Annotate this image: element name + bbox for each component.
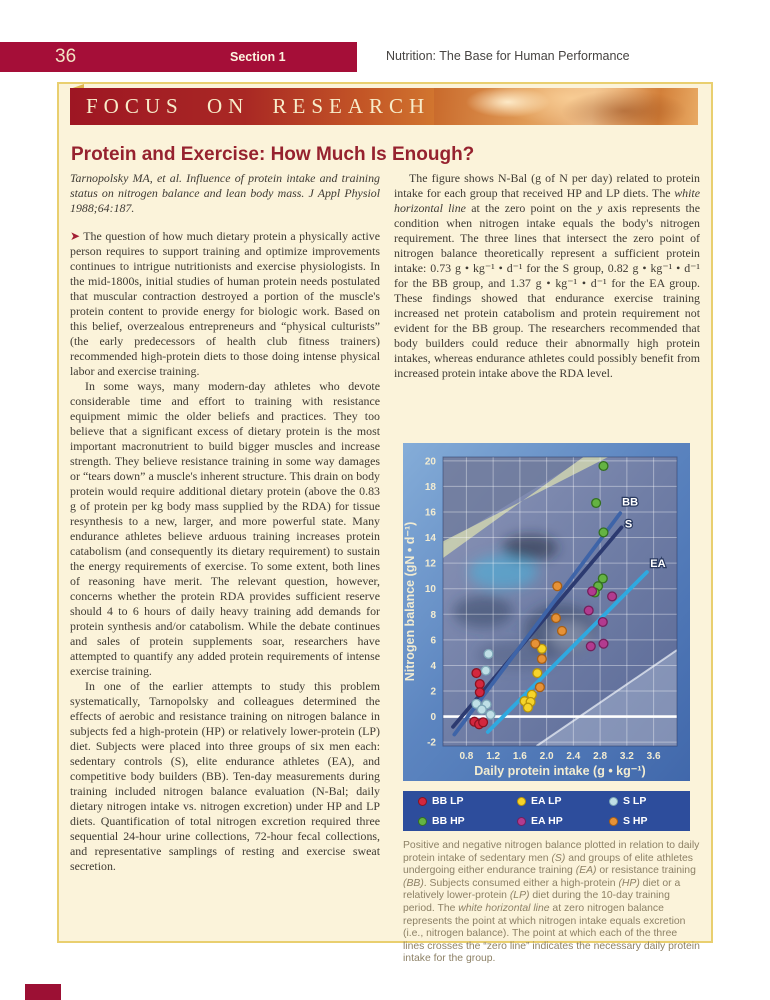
legend-item	[418, 815, 517, 827]
legend-label: EA LP	[531, 795, 562, 807]
right-column	[394, 171, 700, 381]
italic-segment: white horizontal line	[394, 186, 700, 215]
svg-text:2.0: 2.0	[539, 751, 554, 762]
svg-text:1.2: 1.2	[486, 751, 501, 762]
italic-segment: y	[597, 201, 603, 215]
text-segment: The figure shows N-Bal (g of N per day) related to protein intake for each group that received HP and LP diets. The	[394, 171, 700, 200]
svg-text:18: 18	[424, 481, 436, 493]
legend-label: S LP	[623, 795, 647, 807]
svg-text:0.8: 0.8	[459, 751, 474, 762]
article-title: Protein and Exercise: How Much Is Enough?	[71, 143, 475, 165]
svg-text:12: 12	[424, 558, 436, 570]
svg-text:14: 14	[424, 533, 436, 545]
page-footer-mark	[25, 984, 61, 1000]
paragraph-1-text: The question of how much dietary protein a physically active person requires to support training and optimize improvements continues to intrigue nutritionists and exercise physiologists. In the mid-1800s, initial studies of human protein needs postulated that muscular contraction destroyed a portion of the muscle's protein content to provide energy for biologic work. Based on this belief, overzealous entrepreneurs and “physical culturists” (the early predecessors of health club fitness trainers) recommended high-protein diets to those doing intense physical labor and exercise training.	[70, 229, 380, 378]
legend-label: BB LP	[432, 795, 464, 807]
legend-dot-icon	[517, 797, 526, 806]
legend-item	[418, 795, 517, 807]
text-segment: diet or a relatively lower-protein	[403, 877, 681, 902]
svg-text:3.6: 3.6	[646, 751, 661, 762]
svg-text:16: 16	[424, 507, 436, 519]
text-segment: Positive and negative nitrogen balance plotted in relation to daily protein intake of sedentary men	[403, 840, 700, 864]
svg-text:4: 4	[430, 660, 436, 672]
svg-text:20: 20	[424, 456, 436, 468]
legend-label: BB HP	[432, 815, 465, 827]
swimmer-photo	[434, 88, 698, 125]
svg-text:BB: BB	[622, 496, 639, 509]
text-segment: at the zero point on the	[465, 201, 598, 215]
svg-text:-2: -2	[427, 737, 436, 749]
left-column	[70, 171, 380, 874]
italic-segment: (HP)	[618, 877, 640, 889]
svg-text:0: 0	[430, 712, 436, 724]
svg-text:2: 2	[430, 686, 436, 698]
legend-dot-icon	[609, 797, 618, 806]
legend-label: S HP	[623, 815, 648, 827]
text-segment: . Subjects consumed either a high-protein	[423, 877, 619, 889]
svg-text:10: 10	[424, 584, 436, 596]
bullet-arrow: ➤	[70, 229, 80, 243]
text-segment: axis represents the condition when nitrogen intake equals the body's nitrogen requirement. The three lines that intersect the zero point of nitrogen balance theoretically represent a sufficient protein intake: 0.73 g • kg⁻¹ • d⁻¹ for the S group, 0.82 g • kg⁻¹ • d⁻¹ for the BB group, and 1.37 g • kg⁻¹ • d⁻¹ for the EA group. These findings showed that endurance exercise training increased net protein catabolism and protein requirement not evident for the BB group. The researchers recommended that body builders could reduce their abnormally high protein intakes, whereas endurance athletes could possibly benefit from increased protein intake above the RDA level.	[394, 201, 700, 380]
svg-text:6: 6	[430, 635, 436, 647]
focus-banner-gradient	[70, 88, 434, 125]
legend-dot-icon	[609, 817, 618, 826]
italic-segment: (S)	[551, 852, 566, 864]
text-segment: and groups of elite athletes undergoing either endurance training	[403, 852, 693, 877]
nitrogen-balance-scatter-chart	[403, 443, 690, 781]
legend-dot-icon	[418, 817, 427, 826]
legend-dot-icon	[418, 797, 427, 806]
legend-item	[517, 795, 609, 807]
svg-text:Daily protein intake (g • kg⁻¹: Daily protein intake (g • kg⁻¹)	[474, 764, 646, 778]
paragraph-3: In one of the earlier attempts to study this problem systematically, Tarnopolsky and colleagues determined the effects of aerobic and resistance training on nitrogen balance in subjects fed a high-protein (HP) or relatively lower-protein (LP) diet. Subjects were placed into three groups of six men each: sedentary controls (S), elite endurance athletes (EA), and competitive body builders (BB). Ten-day measurements during training included nitrogen balance evaluation (N-Bal; daily dietary nitrogen intake vs. nitrogen excretion) under HP and LP diets. Quantification of total nitrogen excretion required three sequential 24-hour urine collections, 72-hour fecal collections, and representative samplings of resting and exercise sweat secretion.	[70, 679, 380, 873]
svg-text:3.2: 3.2	[619, 751, 634, 762]
paragraph-2: In some ways, many modern-day athletes who devote considerable time and effort to training with resistance equipment mimic the older beliefs and practices. They too believe that a significant excess of dietary protein is the most important macronutrient to build bigger muscles and increase strength. They believe resistance training in some way damages or “tears down” a muscle's inherent structure. This drain on body protein would require additional dietary protein (above the 0.83 g of protein per kg body mass supplied by the RDA) for tissue resynthesis to a new, larger, and more powerful state. Many endurance athletes believe arduous training increases protein catabolism (and consequently its dietary requirement) to sustain the energy requirements of exercise. To some extent, both lines of reasoning have merit. The relevant question, however, concerns whether the protein RDA provides sufficient reserve should 4 to 6 hours of daily heavy training add demands for protein synthesis and/or catabolism. While the debate continues and sales of protein supplements soar, researchers have attempted to quantify any added protein requirements of intense exercise training.	[70, 379, 380, 678]
legend-dot-icon	[517, 817, 526, 826]
figure-panel	[403, 443, 690, 781]
figure-legend	[403, 791, 690, 831]
legend-item	[609, 815, 690, 827]
svg-text:S: S	[624, 518, 633, 531]
italic-segment: (LP)	[509, 890, 530, 902]
running-head-bar	[0, 42, 357, 72]
page-number: 36	[55, 46, 77, 67]
legend-label: EA HP	[531, 815, 563, 827]
legend-item	[517, 815, 609, 827]
svg-text:2.8: 2.8	[593, 751, 608, 762]
paragraph-1	[70, 229, 380, 379]
svg-text:Nitrogen balance (gN • d⁻¹): Nitrogen balance (gN • d⁻¹)	[403, 521, 417, 682]
text-segment: or resistance training	[596, 865, 696, 877]
svg-text:8: 8	[430, 609, 436, 621]
italic-segment: (BB)	[403, 877, 424, 889]
svg-text:2.4: 2.4	[566, 751, 581, 762]
svg-text:EA: EA	[650, 557, 666, 570]
italic-segment: white horizontal line	[458, 902, 550, 914]
italic-segment: (EA)	[575, 865, 597, 877]
focus-banner	[70, 88, 698, 125]
text-segment: diet during the 10-day training period. The	[403, 890, 670, 914]
legend-item	[609, 795, 690, 807]
section-label: Section 1	[230, 50, 286, 64]
section-title: Nutrition: The Base for Human Performance	[386, 49, 630, 63]
text-segment: at zero nitrogen balance represents the point at which nitrogen intake equals excretion (i.e., nitrogen balance). The point at which each of the three lines crosses the “zero line” indicates the necessary daily protein intake for the group.	[403, 902, 700, 965]
citation: Tarnopolsky MA, et al. Influence of protein intake and training status on nitrogen balance and lean body mass. J Appl Physiol 1988;64:187.	[70, 171, 380, 215]
svg-text:1.6: 1.6	[512, 751, 527, 762]
figure-discussion-paragraph	[394, 171, 700, 381]
figure-caption	[403, 840, 700, 966]
focus-banner-title: FOCUS ON RESEARCH	[86, 94, 431, 118]
